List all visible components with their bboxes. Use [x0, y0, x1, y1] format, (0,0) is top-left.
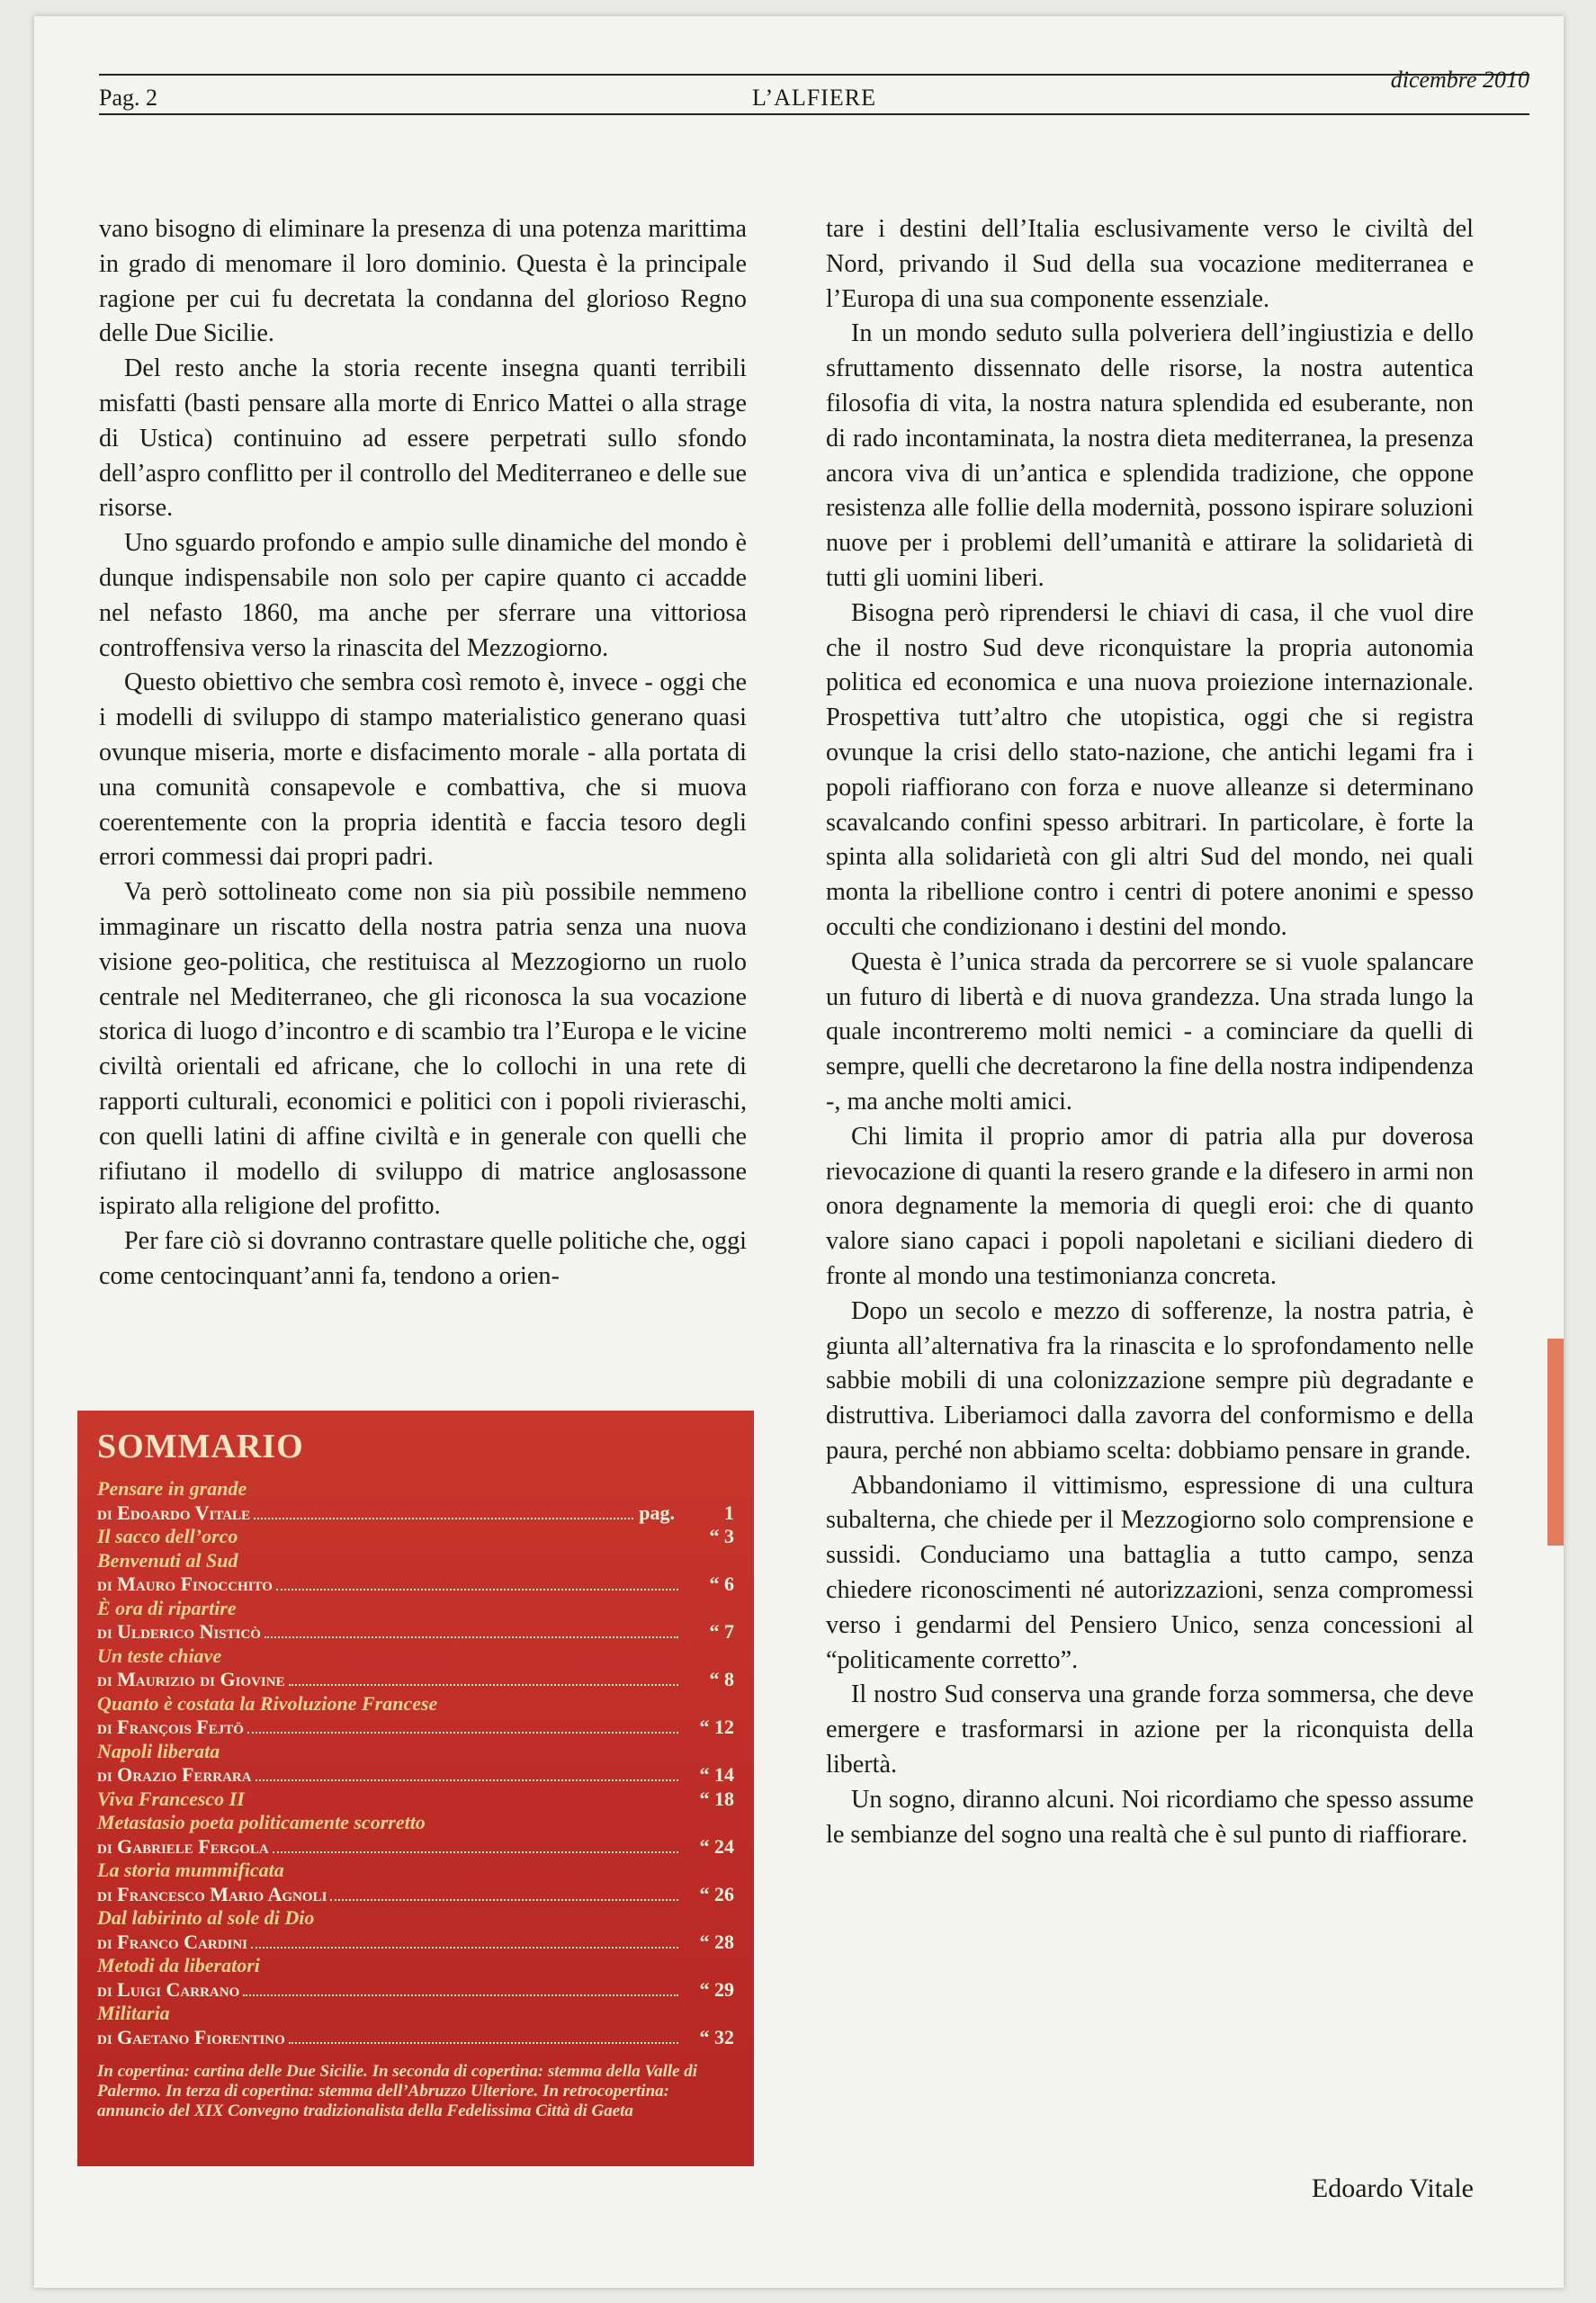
- toc-entry-line: [97, 1525, 734, 1549]
- toc-entry-line: [97, 1763, 734, 1788]
- toc-entry-author: di Orazio Ferrara: [97, 1763, 252, 1786]
- toc-entry-line: [97, 1668, 734, 1692]
- toc-entry-page: “ 6: [709, 1573, 734, 1595]
- toc-entry-line: [97, 1501, 734, 1526]
- toc-leader-dots: [289, 1684, 678, 1686]
- toc-entry-line: [97, 1931, 734, 1955]
- toc-list: [97, 1477, 734, 2049]
- paragraph: Abbandoniamo il vittimismo, espressione di una cultura subalterna, che chiede per il Mezzogiorno solo comprensione e sussidi. Conduciamo una battaglia a tutto campo, senza chiedere riconoscimenti né autorizzazioni, senza compromessi verso i gendarmi del Pensiero Unico, senza concessioni al “politicamente corretto”.: [826, 1471, 1474, 1674]
- toc-entry-page: “ 24: [699, 1834, 734, 1858]
- toc-leader-dots: [330, 1899, 678, 1901]
- page-header: [99, 63, 1529, 119]
- page-number: Pag. 2: [99, 85, 157, 111]
- toc-entry-title: Un teste chiave: [97, 1644, 222, 1667]
- magazine-title: L’ALFIERE: [751, 85, 877, 111]
- toc-title: SOMMARIO: [97, 1428, 304, 1465]
- toc-entry-page: “ 3: [709, 1525, 734, 1547]
- paragraph: Del resto anche la storia recente insegna quanti terribili misfatti (basti pensare alla morte di Enrico Mattei o alla strage di Ustica) continuino ad essere perpetrati sullo sfondo dell’aspro conflitto per il controllo del Mediterraneo e delle sue risorse.: [99, 354, 747, 523]
- paragraph: vano bisogno di eliminare la presenza di una potenza marittima in grado di menomare il loro dominio. Questa è la principale ragione per cui fu decretata la condanna del glorioso Regno delle Due Sicilie.: [99, 215, 747, 348]
- toc-entry-page: “ 14: [699, 1763, 734, 1786]
- toc-entry-title: Metastasio poeta politicamente scorretto: [97, 1811, 426, 1833]
- toc-entry-author: di Mauro Finocchito: [97, 1573, 273, 1595]
- paragraph: tare i destini dell’Italia esclusivamente verso le civiltà del Nord, privando il Sud della sua vocazione mediterranea e l’Europa di una sua componente essenziale.: [826, 215, 1474, 313]
- table-of-contents-box: [77, 1411, 754, 2166]
- toc-entry-title: È ora di ripartire: [97, 1596, 237, 1619]
- paragraph: Bisogna però riprendersi le chiavi di casa, il che vuol dire che il nostro Sud deve riconquistare la propria autonomia politica ed economica e una nuova proiezione internazionale. Prospettiva tutt’altro che utopistica, oggi che si registra ovunque la crisi dello stato-nazione, che antichi legami fra i popoli riaffiorano con forza e nuove alleanze si determinano scavalcando confini spesso arbitrari. In particolare, è forte la spinta alla solidarietà con gli altri Sud del mondo, nei quali monta la ribellione contro i centri di potere anonimi e spesso occulti che condizionano i destini del mondo.: [826, 598, 1474, 941]
- toc-entry-author: di Ulderico Nisticò: [97, 1620, 261, 1643]
- header-rule-bottom: [99, 113, 1529, 115]
- toc-entry-title: Pensare in grande: [97, 1477, 247, 1500]
- toc-entry-author: di Gabriele Fergola: [97, 1834, 269, 1858]
- toc-entry-author: di Francesco Mario Agnoli: [97, 1882, 327, 1905]
- toc-entry-page: “ 7: [709, 1620, 734, 1643]
- toc-entry-line: [97, 1883, 734, 1907]
- magazine-page: [34, 16, 1564, 2288]
- toc-entry-page: “ 18: [699, 1787, 734, 1810]
- toc-entry-author: di Edoardo Vitale: [97, 1501, 251, 1524]
- toc-entry-line: [97, 1716, 734, 1740]
- toc-entry-title: Viva Francesco II: [97, 1787, 245, 1810]
- cover-note: In copertina: cartina delle Due Sicilie. In seconda di copertina: stemma della Valle di Palermo. In terza di copertina: stemma dell’Abruzzo Ulteriore. In retrocopertina: annuncio del XIX Convegno tradizionalista della Fedelissima Città di Gaeta: [97, 2062, 698, 2120]
- page-edge-tab: [1547, 1339, 1564, 1546]
- paragraph: Uno sguardo profondo e ampio sulle dinamiche del mondo è dunque indispensabile non solo per capire quanto ci accadde nel nefasto 1860, ma anche per sferrare una vittoriosa controffensiva verso la rinascita del Mezzogiorno.: [99, 529, 747, 662]
- paragraph: Per fare ciò si dovranno contrastare quelle politiche che, oggi come centocinquant’anni fa, tendono a orien-: [99, 1227, 747, 1290]
- paragraph: Un sogno, diranno alcuni. Noi ricordiamo che spesso assume le sembianze del sogno una realtà che è sul punto di riaffiorare.: [826, 1785, 1474, 1849]
- toc-entry-title: Metodi da liberatori: [97, 1954, 260, 1976]
- toc-page-label: pag.: [639, 1501, 675, 1524]
- toc-leader-dots: [273, 1851, 678, 1853]
- toc-entry-page: “ 12: [699, 1716, 734, 1738]
- toc-entry-line: [97, 1573, 734, 1597]
- paragraph: Questo obiettivo che sembra così remoto è, invece - oggi che i modelli di sviluppo di stampo materialistico generano quasi ovunque miseria, morte e disfacimento morale - alla portata di una comunità consapevole e combattiva, che si muova coerentemente con la propria identità e faccia tesoro degli errori commessi dai propri padri.: [99, 668, 747, 872]
- toc-leader-dots: [254, 1518, 633, 1519]
- header-rule-top: [99, 74, 1529, 76]
- paragraph: Dopo un secolo e mezzo di sofferenze, la nostra patria, è giunta all’alternativa fra la rinascita e lo sprofondamento nelle sabbie mobili di una colonizzazione sempre più degradante e distruttiva. Liberiamoci dalla zavorra del conformismo e della paura, perché non abbiamo scelta: dobbiamo pensare in grande.: [826, 1296, 1474, 1465]
- toc-entry-author: di Luigi Carrano: [97, 1977, 240, 2001]
- toc-entry-page: “ 26: [699, 1882, 734, 1905]
- paragraph: Chi limita il proprio amor di patria alla pur doverosa rievocazione di quanti la resero grande e la difesero in armi non onora degnamente la memoria di quegli eroi: che di quanto valore siano capaci i popoli napoletani e siciliani diedero di fronte al mondo una testimonianza concreta.: [826, 1122, 1474, 1290]
- toc-entry-page: 1: [724, 1501, 734, 1524]
- toc-entry-page: “ 8: [709, 1668, 734, 1690]
- paragraph: In un mondo seduto sulla polveriera dell’ingiustizia e dello sfruttamento dissennato delle risorse, la nostra autentica filosofia di vita, la nostra natura splendida ed esuberante, non di rado incontaminata, la nostra dieta mediterranea, la presenza ancora viva di un’antica e splendida tradizione, che oppone resistenza alle follie della modernità, possono ispirare soluzioni nuove per i problemi dell’umanità e attirare la solidarietà di tutti gli uomini liberi.: [826, 319, 1474, 592]
- toc-entry-line: [97, 1788, 734, 1812]
- toc-entry-line: [97, 1835, 734, 1859]
- toc-entry-title: Il sacco dell’orco: [97, 1525, 238, 1547]
- toc-entry-title: Napoli liberata: [97, 1739, 220, 1762]
- toc-entry-page: “ 28: [699, 1930, 734, 1953]
- toc-entry-line: [97, 1620, 734, 1644]
- toc-entry-title: La storia mummificata: [97, 1859, 284, 1881]
- toc-entry-title: Dal labirinto al sole di Dio: [97, 1906, 315, 1929]
- toc-entry-title: Benvenuti al Sud: [97, 1548, 238, 1572]
- toc-entry-line: [97, 1978, 734, 2003]
- toc-entry-author: di Maurizio di Giovine: [97, 1668, 285, 1690]
- toc-leader-dots: [276, 1589, 678, 1591]
- paragraph: Va però sottolineato come non sia più possibile nemmeno immaginare un riscatto della nostra patria senza una nuova visione geo-politica, che restituisca al Mezzogiorno un ruolo centrale nel Mediterraneo, che gli riconosca la sua vocazione storica di luogo d’incontro e di scambio tra l’Europa e le vicine civiltà orientali ed africane, che lo collochi in una rete di rapporti culturali, economici e politici con i popoli rivieraschi, con quelli latini di affine civiltà e in generale con quelli che rifiutano il modello di sviluppo di matrice anglosassone ispirato alla religione del profitto.: [99, 878, 747, 1221]
- toc-leader-dots: [247, 1732, 678, 1734]
- left-column: [99, 212, 747, 1295]
- paragraph: Questa è l’unica strada da percorrere se si vuole spalancare un futuro di libertà e di nuova grandezza. Una strada lungo la quale incontreremo molti nemici - a cominciare da quelli di sempre, quelli che decretarono la fine della nostra indipendenza -, ma anche molti amici.: [826, 947, 1474, 1116]
- toc-entry-title: Quanto è costata la Rivoluzione Francese: [97, 1691, 438, 1715]
- toc-entry-author: di Franco Cardini: [97, 1930, 247, 1953]
- right-column: [826, 212, 1474, 1852]
- toc-entry-page: “ 32: [699, 2025, 734, 2048]
- toc-entry-author: di Gaetano Fiorentino: [97, 2025, 285, 2048]
- issue-date: dicembre 2010: [1390, 67, 1529, 93]
- toc-leader-dots: [289, 2042, 678, 2044]
- toc-leader-dots: [256, 1779, 678, 1781]
- paragraph: Il nostro Sud conserva una grande forza sommersa, che deve emergere e trasformarsi in azione per la riconquista della libertà.: [826, 1680, 1474, 1779]
- toc-leader-dots: [265, 1636, 678, 1638]
- toc-entry-page: “ 29: [699, 1977, 734, 2001]
- toc-entry-line: [97, 2026, 734, 2050]
- toc-entry-author: di François Fejtö: [97, 1716, 244, 1738]
- author-signature: Edoardo Vitale: [1311, 2173, 1474, 2203]
- toc-entry-title: Militaria: [97, 2002, 170, 2024]
- toc-leader-dots: [251, 1947, 678, 1949]
- toc-leader-dots: [243, 1994, 678, 1996]
